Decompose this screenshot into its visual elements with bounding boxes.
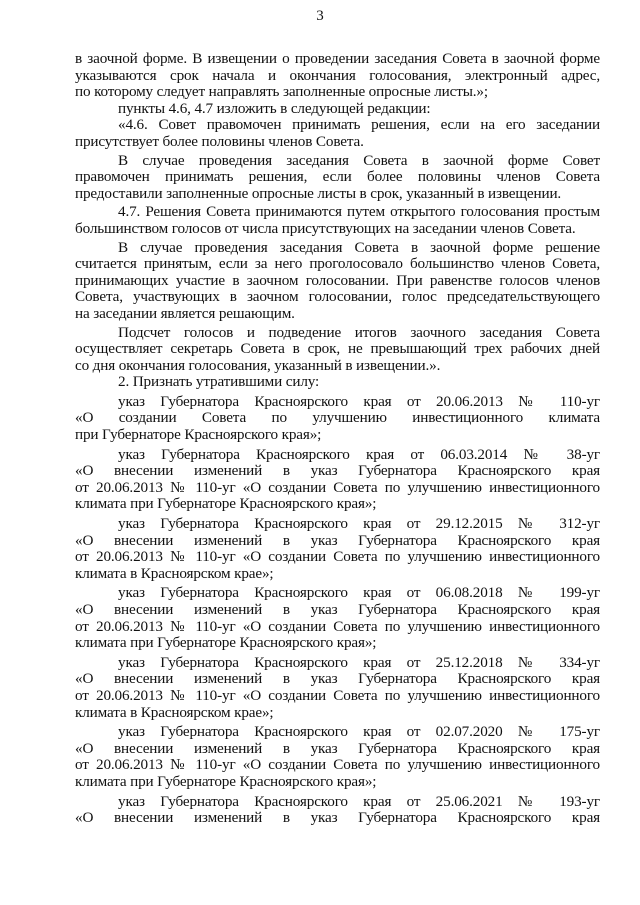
text-line: указываются срок начала и окончания голосования, электронный адрес, [75, 66, 600, 84]
text-line: от 20.06.2013 № 110-уг «О создании Совета по улучшению инвестиционного [75, 686, 600, 704]
paragraph-4-6 [75, 117, 600, 150]
decree-item [75, 655, 600, 721]
text-line: указ Губернатора Красноярского края от 20.06.2013 № 110-уг [118, 392, 600, 410]
text-line: 2. Признать утратившими силу: [118, 373, 320, 391]
text-line: осуществляет секретарь Совета в срок, не превышающий трех рабочих дней [75, 340, 600, 358]
text-line: климата при Губернаторе Красноярского края»; [75, 772, 377, 790]
decree-item [75, 447, 600, 513]
text-line: предоставили заполненные опросные листы в срок, указанный в извещении. [75, 184, 562, 202]
text-line: правомочен принимать решения, если более половины членов Совета [75, 168, 600, 186]
text-line: «О внесении изменений в указ Губернатора Красноярского края [75, 601, 600, 618]
decree-item [75, 516, 600, 582]
text-line: «О внесении изменений в указ Губернатора Красноярского края [75, 809, 600, 827]
text-line: пункты 4.6, 4.7 изложить в следующей редакции: [118, 99, 431, 117]
text-line: указ Губернатора Красноярского края от 06.03.2014 № 38-уг [118, 445, 600, 463]
paragraph-4-7-absentee [75, 240, 600, 323]
text-line: со дня окончания голосования, указанный в извещении.». [75, 356, 441, 374]
paragraph-notice-continuation [75, 51, 600, 101]
text-line: указ Губернатора Красноярского края от 02.07.2020 № 175-уг [118, 723, 600, 741]
text-line: указ Губернатора Красноярского края от 25.12.2018 № 334-уг [118, 653, 600, 671]
text-line: «О внесении изменений в указ Губернатора Красноярского края [75, 739, 600, 757]
text-line: Подсчет голосов и подведение итогов заочного заседания Совета [118, 323, 600, 341]
text-line: «О внесении изменений в указ Губернатора Красноярского края [75, 670, 600, 688]
text-line: Совета, участвующих в заочном голосовании, голос председательствующего [75, 288, 600, 306]
text-line: указ Губернатора Красноярского края от 06.08.2018 № 199-уг [118, 584, 600, 602]
text-line: на заседании является решающим. [75, 304, 295, 322]
text-line: В случае проведения заседания Совета в заочной форме решение [118, 238, 600, 256]
text-line: климата в Красноярском крае»; [75, 564, 274, 582]
text-line: указ Губернатора Красноярского края от 25.06.2021 № 193-уг [118, 792, 600, 810]
paragraph-vote-count [75, 325, 600, 391]
text-line: «О внесении изменений в указ Губернатора Красноярского края [75, 462, 600, 480]
text-line: принимающих участие в заочном голосовании. При равенстве голосов членов [75, 271, 600, 289]
text-line: присутствует более половины членов Совета. [75, 132, 364, 150]
text-line: указ Губернатора Красноярского края от 29.12.2015 № 312-уг [118, 515, 600, 533]
document-body [75, 51, 600, 827]
decree-item [75, 794, 600, 827]
decree-item [75, 724, 600, 790]
text-line: по которому следует направлять заполненные опросные листы.»; [75, 83, 488, 101]
decree-item [75, 394, 600, 444]
text-line: считается принятым, если за него проголосовало большинство членов Совета, [75, 255, 600, 273]
text-line: в заочной форме. В извещении о проведении заседания Совета в заочной форме [75, 50, 600, 67]
paragraph-points-amendment [75, 101, 600, 118]
page-number: 3 [316, 8, 324, 24]
text-line: от 20.06.2013 № 110-уг «О создании Совета по улучшению инвестиционного [75, 756, 600, 774]
text-line: климата при Губернаторе Красноярского края»; [75, 495, 377, 513]
text-line: климата в Красноярском крае»; [75, 703, 274, 721]
text-line: от 20.06.2013 № 110-уг «О создании Совета по улучшению инвестиционного [75, 617, 600, 635]
text-line: большинством голосов от числа присутствующих на заседании членов Совета. [75, 219, 576, 237]
text-line: от 20.06.2013 № 110-уг «О создании Совета по улучшению инвестиционного [75, 548, 600, 566]
text-line: В случае проведения заседания Совета в заочной форме Совет [118, 151, 600, 169]
decree-item [75, 585, 600, 651]
text-line: «О создании Совета по улучшению инвестиционного климата [75, 409, 600, 427]
paragraph-4-7 [75, 204, 600, 237]
text-line: от 20.06.2013 № 110-уг «О создании Совета по улучшению инвестиционного [75, 478, 600, 496]
text-line: климата при Губернаторе Красноярского края»; [75, 634, 377, 652]
text-line: «О внесении изменений в указ Губернатора Красноярского края [75, 531, 600, 549]
paragraph-4-6-absentee [75, 153, 600, 203]
text-line: 4.7. Решения Совета принимаются путем открытого голосования простым [118, 203, 600, 221]
text-line: «4.6. Совет правомочен принимать решения, если на его заседании [118, 116, 600, 134]
text-line: при Губернаторе Красноярского края»; [75, 426, 322, 444]
